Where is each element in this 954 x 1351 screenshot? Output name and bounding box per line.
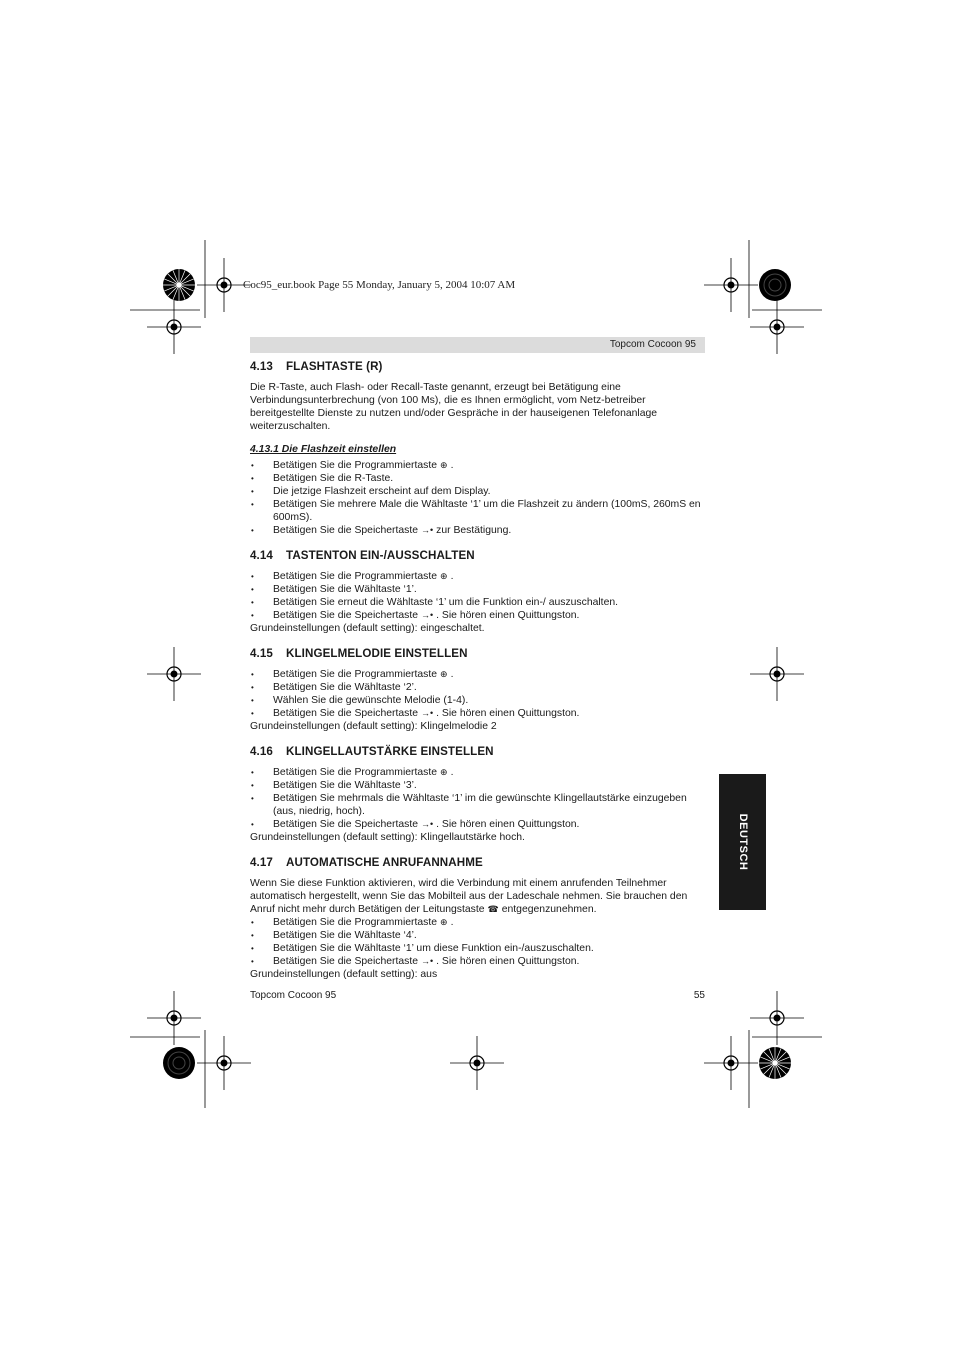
header-band: [250, 337, 705, 353]
program-key-icon: ⊕: [440, 460, 448, 470]
page-content: [250, 360, 705, 981]
list-item: • Betätigen Sie mehrere Male die Wähltaste ‘1’ um die Flashzeit zu ändern (100mS, 260mS en 600mS).: [250, 498, 705, 524]
page-number: 55: [693, 990, 705, 1001]
bullet-list: [250, 668, 705, 720]
list-item: • Betätigen Sie die Programmiertaste ⊕ .: [250, 766, 705, 779]
paragraph: Die R-Taste, auch Flash- oder Recall-Taste genannt, erzeugt bei Betätigung eine Verbindungsunterbrechung (von 100 Ms), die es Ihnen ermöglicht, vom Netz-betreiber bereitgestellte Dienste zu nutzen und/oder Gespräche in der hauseigenen Telefonanlage weiterzuschalten.: [250, 382, 658, 432]
list-item: • Betätigen Sie die Wähltaste ‘1’.: [250, 583, 705, 596]
store-key-icon: →•: [421, 956, 434, 966]
list-item: • Betätigen Sie die Wähltaste ‘1’ um diese Funktion ein-/auszuschalten.: [250, 942, 705, 955]
list-item: • Wählen Sie die gewünschte Melodie (1-4).: [250, 694, 705, 707]
program-key-icon: ⊕: [440, 571, 448, 581]
language-tab: [719, 774, 766, 910]
language-tab-label: DEUTSCH: [736, 813, 749, 871]
list-item: • Betätigen Sie die R-Taste.: [250, 472, 705, 485]
default-setting: Grundeinstellungen (default setting): Klingellautstärke hoch.: [250, 832, 525, 843]
list-item: • Betätigen Sie mehrmals die Wähltaste ‘1’ im die gewünschte Klingellautstärke einzugeben (aus, niedrig, hoch).: [250, 792, 705, 818]
list-item: • Betätigen Sie die Wähltaste ‘3’.: [250, 779, 705, 792]
list-item: • Betätigen Sie die Speichertaste →• zur Bestätigung.: [250, 524, 705, 537]
section-title-4-16: 4.16 KLINGELLAUTSTÄRKE EINSTELLEN: [250, 745, 494, 758]
program-key-icon: ⊕: [440, 669, 448, 679]
list-item: • Betätigen Sie die Wähltaste ‘2’.: [250, 681, 705, 694]
footer-title: Topcom Cocoon 95: [250, 990, 337, 1001]
store-key-icon: →•: [421, 708, 434, 718]
section-title-4-14: 4.14 TASTENTON EIN-/AUSSCHALTEN: [250, 549, 475, 562]
header-title: Topcom Cocoon 95: [609, 339, 696, 350]
default-setting: Grundeinstellungen (default setting): aus: [250, 969, 438, 980]
store-key-icon: →•: [421, 525, 434, 535]
list-item: • Betätigen Sie die Programmiertaste ⊕ .: [250, 668, 705, 681]
bullet-list: [250, 459, 705, 537]
list-item: • Die jetzige Flashzeit erscheint auf dem Display.: [250, 485, 705, 498]
list-item: • Betätigen Sie die Speichertaste →• . Sie hören einen Quittungston.: [250, 707, 705, 720]
store-key-icon: →•: [421, 610, 434, 620]
section-title-4-15: 4.15 KLINGELMELODIE EINSTELLEN: [250, 647, 468, 660]
section-title-4-17: 4.17 AUTOMATISCHE ANRUFANNAHME: [250, 856, 483, 869]
bullet-list: [250, 570, 705, 622]
default-setting: Grundeinstellungen (default setting): Klingelmelodie 2: [250, 721, 497, 732]
list-item: • Betätigen Sie die Programmiertaste ⊕ .: [250, 570, 705, 583]
print-header: Coc95_eur.book Page 55 Monday, January 5, 2004 10:07 AM: [243, 279, 516, 291]
list-item: • Betätigen Sie die Wähltaste ‘4’.: [250, 929, 705, 942]
list-item: • Betätigen Sie die Programmiertaste ⊕ .: [250, 459, 705, 472]
paragraph: Wenn Sie diese Funktion aktivieren, wird die Verbindung mit einem anrufenden Teilnehmer automatisch hergestellt, wenn Sie das Mobilteil aus der Ladeschale nehmen. Sie brauchen den Anruf nicht mehr durch Betätigen der Leitungstaste ☎ entgegenzunehmen.: [250, 878, 688, 915]
bullet-list: [250, 766, 705, 831]
list-item: • Betätigen Sie die Speichertaste →• . Sie hören einen Quittungston.: [250, 955, 705, 968]
bullet-list: [250, 916, 705, 968]
subsection-title-4-13-1: 4.13.1 Die Flashzeit einstellen: [250, 444, 397, 455]
store-key-icon: →•: [421, 819, 434, 829]
list-item: • Betätigen Sie die Programmiertaste ⊕ .: [250, 916, 705, 929]
list-item: • Betätigen Sie die Speichertaste →• . Sie hören einen Quittungston.: [250, 609, 705, 622]
program-key-icon: ⊕: [440, 917, 448, 927]
section-title-4-13: 4.13 FLASHTASTE (R): [250, 360, 383, 373]
phone-key-icon: ☎: [487, 904, 499, 914]
list-item: • Betätigen Sie erneut die Wähltaste ‘1’ um die Funktion ein-/ auszuschalten.: [250, 596, 705, 609]
list-item: • Betätigen Sie die Speichertaste →• . Sie hören einen Quittungston.: [250, 818, 705, 831]
default-setting: Grundeinstellungen (default setting): eingeschaltet.: [250, 623, 485, 634]
program-key-icon: ⊕: [440, 767, 448, 777]
